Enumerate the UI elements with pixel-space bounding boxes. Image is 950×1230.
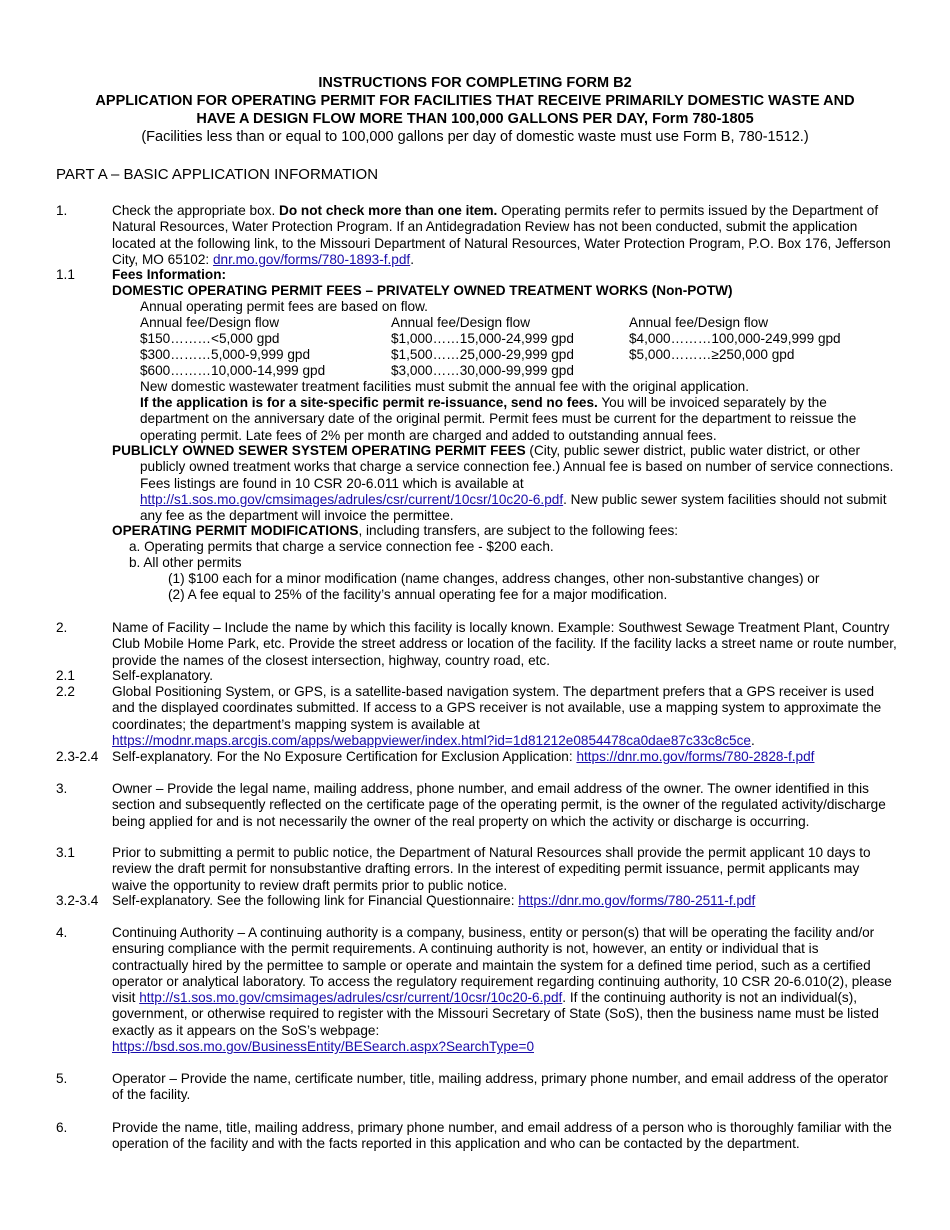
csr-rule-link[interactable]: http://s1.sos.mo.gov/cmsimages/adrules/csr/current/10csr/10c20-6.pdf	[140, 491, 564, 507]
modifications-text: OPERATING PERMIT MODIFICATIONS, including transfers, are subject to the following fees:	[112, 523, 679, 538]
section-2-2-text: Global Positioning System, or GPS, is a satellite-based navigation system. The department prefers that a GPS receiver is used and the displayed coordinates submitted. If access to a GPS receiver is not available, use a mapping system to approximate the coordinates; the department’s mapping system is available at https://modnr.maps.arcgis.com/apps/webappviewer/index.html?id=1d81212e0854478ca0dae87c33c8c5ce.	[112, 684, 882, 748]
fee-cell: $5,000………≥250,000 gpd	[629, 347, 795, 362]
modification-item-b2: (2) A fee equal to 25% of the facility’s annual operating fee for a major modification.	[168, 587, 668, 602]
fee-cell: $1,500……25,000-29,999 gpd	[391, 347, 574, 362]
section-2-1-text: Self-explanatory.	[112, 668, 213, 683]
fee-cell: $4,000………100,000-249,999 gpd	[629, 331, 841, 346]
fees-based-text: Annual operating permit fees are based on flow.	[140, 299, 428, 314]
modification-item-a: a. Operating permits that charge a service connection fee - $200 each.	[129, 539, 554, 554]
section-number: 1.	[56, 203, 68, 218]
gps-map-link[interactable]: https://modnr.maps.arcgis.com/apps/webappviewer/index.html?id=1d81212e0854478ca0dae87c33c8c5ce	[112, 732, 751, 748]
section-3-1-text: Prior to submitting a permit to public notice, the Department of Natural Resources shall provide the permit applicant 10 days to review the draft permit for nonsubstantive drafting errors. In the interest of expediting permit issuance, permit applicants may waive the opportunity to review draft permits prior to public notice.	[112, 845, 871, 893]
antideg-form-link[interactable]: dnr.mo.gov/forms/780-1893-f.pdf	[212, 251, 411, 267]
section-5-text: Operator – Provide the name, certificate number, title, mailing address, primary phone number, and email address of the operator of the facility.	[112, 1071, 889, 1103]
fee-column-header: Annual fee/Design flow	[391, 315, 531, 330]
fees-heading: Fees Information:	[112, 267, 227, 282]
reissue-text: If the application is for a site-specific permit re-issuance, send no fees. You will be invoiced separately by the department on the anniversary date of the original permit. Permit fees must be current for the department to reissue the operating permit. Late fees of 2% per month are charged and added to outstanding annual fees.	[140, 395, 857, 443]
fee-cell: $150………<5,000 gpd	[140, 331, 280, 346]
section-2-3-text: Self-explanatory. For the No Exposure Certification for Exclusion Application: https://dnr.mo.gov/forms/780-2828-f.pdf	[112, 749, 815, 764]
doc-note: (Facilities less than or equal to 100,000 gallons per day of domestic waste must use Form B, 780-1512.)	[141, 129, 809, 145]
section-number: 4.	[56, 925, 68, 940]
section-number: 1.1	[56, 267, 75, 282]
sos-search-link[interactable]: https://bsd.sos.mo.gov/BusinessEntity/BESearch.aspx?SearchType=0	[112, 1039, 535, 1055]
fee-column-header: Annual fee/Design flow	[629, 315, 769, 330]
fee-cell: $3,000……30,000-99,999 gpd	[391, 363, 574, 378]
section-number: 3.1	[56, 845, 75, 860]
section-4-text: Continuing Authority – A continuing authority is a company, business, entity or person(s) that will be operating the facility and/or ensuring compliance with the permit requirements. A continuing authority is not, however, an entity or individual that is contractually hired by the permittee to sample or operate and maintain the system for a defined time period, such as a certified operator or analytical laboratory. To access the regulatory requirement regarding continuing authority, 10 CSR 20-6.010(2), please visit http://s1.sos.mo.gov/cmsimages/adrules/csr/current/10csr/10c20-6.pdf. If the continuing authority is not an individual(s), government, or otherwise required to register with the Missouri Secretary of State (SoS), then the business name must be listed exactly as it appears on the SoS’s webpage: https://bsd.sos.mo.gov/BusinessEntity/BESearch.aspx?SearchType=0	[112, 925, 892, 1055]
section-3-text: Owner – Provide the legal name, mailing address, phone number, and email address of the owner. The owner identified in this section and subsequently reflected on the certificate page of the operating permit, is the owner of the regulated activity/discharge being applied for and is not necessarily the owner of the real property on which the activity or discharge is occurring.	[112, 781, 886, 829]
domestic-fees-heading: DOMESTIC OPERATING PERMIT FEES – PRIVATELY OWNED TREATMENT WORKS (Non-POTW)	[112, 283, 733, 298]
public-fees-text: PUBLICLY OWNED SEWER SYSTEM OPERATING PERMIT FEES (City, public sewer district, public water district, or other publicly owned treatment works that charge a service connection fee.) Annual fee is based on number of service connections. Fees listings are found in 10 CSR 20-6.011 which is available at http://s1.sos.mo.gov/cmsimages/adrules/csr/current/10csr/10c20-6.pdf. New public sewer system facilities should not submit any fee as the department will invoice the permittee.	[112, 443, 894, 524]
section-number: 2.1	[56, 668, 75, 683]
section-number: 2.	[56, 620, 68, 635]
fee-cell: $300………5,000-9,999 gpd	[140, 347, 311, 362]
section-number: 2.2	[56, 684, 75, 699]
part-a-heading: PART A – BASIC APPLICATION INFORMATION	[56, 166, 379, 183]
section-1-text: Check the appropriate box. Do not check more than one item. Operating permits refer to permits issued by the Department of Natural Resources, Water Protection Program. If an Antidegradation Review has not been conducted, submit the application located at the following link, to the Missouri Department of Natural Resources, Water Protection Program, P.O. Box 176, Jefferson City, MO 65102: dnr.mo.gov/forms/780-1893-f.pdf.	[112, 203, 891, 267]
modification-item-b1: (1) $100 each for a minor modification (name changes, address changes, other non-substantive changes) or	[168, 571, 820, 586]
new-facilities-text: New domestic wastewater treatment facilities must submit the annual fee with the original application.	[140, 379, 749, 394]
no-exposure-link[interactable]: https://dnr.mo.gov/forms/780-2828-f.pdf	[576, 749, 815, 764]
section-number: 5.	[56, 1071, 68, 1086]
section-2-text: Name of Facility – Include the name by which this facility is locally known. Example: Southwest Sewage Treatment Plant, Country Club Mobile Home Park, etc. Provide the street address or location of the facility. If the facility lacks a street name or route number, provide the names of the closest intersection, highway, country road, etc.	[112, 620, 897, 668]
fee-column-header: Annual fee/Design flow	[140, 315, 280, 330]
section-number: 3.2-3.4	[56, 893, 99, 908]
fee-cell: $600………10,000-14,999 gpd	[140, 363, 326, 378]
doc-title: INSTRUCTIONS FOR COMPLETING FORM B2	[318, 75, 632, 91]
doc-subtitle-line-2: HAVE A DESIGN FLOW MORE THAN 100,000 GALLONS PER DAY, Form 780-1805	[196, 111, 754, 127]
section-number: 6.	[56, 1120, 68, 1135]
financial-questionnaire-link[interactable]: https://dnr.mo.gov/forms/780-2511-f.pdf	[518, 893, 756, 908]
section-6-text: Provide the name, title, mailing address, primary phone number, and email address of a person who is thoroughly familiar with the operation of the facility and with the facts reported in this application and who can be contacted by the department.	[112, 1120, 892, 1152]
section-number: 3.	[56, 781, 68, 796]
modification-item-b: b. All other permits	[129, 555, 242, 570]
section-number: 2.3-2.4	[56, 749, 99, 764]
continuing-authority-rule-link[interactable]: http://s1.sos.mo.gov/cmsimages/adrules/csr/current/10csr/10c20-6.pdf	[139, 990, 563, 1006]
section-3-2-text: Self-explanatory. See the following link for Financial Questionnaire: https://dnr.mo.gov/forms/780-2511-f.pdf	[112, 893, 756, 908]
fee-cell: $1,000……15,000-24,999 gpd	[391, 331, 574, 346]
doc-subtitle-line-1: APPLICATION FOR OPERATING PERMIT FOR FACILITIES THAT RECEIVE PRIMARILY DOMESTIC WASTE AND	[95, 93, 855, 109]
